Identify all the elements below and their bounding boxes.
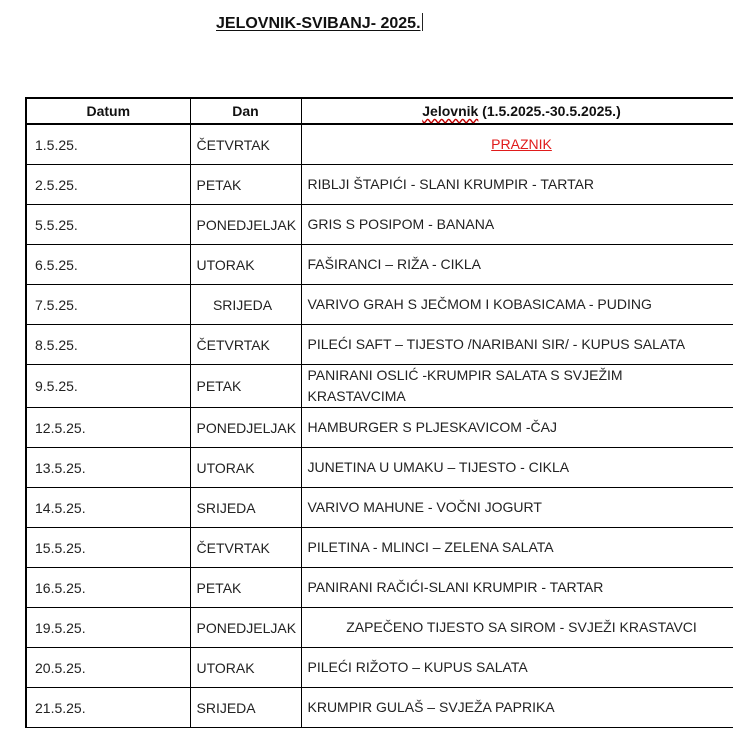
meal-cell: ZAPEČENO TIJESTO SA SIROM - SVJEŽI KRASTAVCI <box>301 608 733 648</box>
table-row <box>26 285 733 325</box>
header-day: Dan <box>190 98 301 124</box>
date-cell: 12.5.25. <box>26 408 190 448</box>
meal-cell: VARIVO GRAH S JEČMOM I KOBASICAMA - PUDING <box>301 285 733 325</box>
meal-cell: RIBLJI ŠTAPIĆI - SLANI KRUMPIR - TARTAR <box>301 165 733 205</box>
table-row <box>26 408 733 448</box>
table-row <box>26 165 733 205</box>
date-cell: 5.5.25. <box>26 205 190 245</box>
day-cell: PETAK <box>190 365 301 408</box>
meal-cell: PILEĆI SAFT – TIJESTO /NARIBANI SIR/ - KUPUS SALATA <box>301 325 733 365</box>
meal-cell: PILEĆI RIŽOTO – KUPUS SALATA <box>301 648 733 688</box>
date-cell: 19.5.25. <box>26 608 190 648</box>
day-cell: UTORAK <box>190 448 301 488</box>
table-row <box>26 245 733 285</box>
header-date: Datum <box>26 98 190 124</box>
day-cell: SRIJEDA <box>190 285 301 325</box>
table-row <box>26 648 733 688</box>
table-row <box>26 528 733 568</box>
day-cell: UTORAK <box>190 648 301 688</box>
day-cell: PONEDJELJAK <box>190 408 301 448</box>
table-row <box>26 568 733 608</box>
day-cell: UTORAK <box>190 245 301 285</box>
date-cell: 6.5.25. <box>26 245 190 285</box>
table-row <box>26 124 733 165</box>
text-cursor <box>422 13 423 31</box>
date-cell: 20.5.25. <box>26 648 190 688</box>
table-row <box>26 608 733 648</box>
day-cell: ČETVRTAK <box>190 325 301 365</box>
meal-cell: GRIS S POSIPOM - BANANA <box>301 205 733 245</box>
menu-table <box>25 97 733 728</box>
day-cell: PONEDJELJAK <box>190 205 301 245</box>
day-cell: SRIJEDA <box>190 688 301 728</box>
meal-cell: PANIRANI OSLIĆ -KRUMPIR SALATA S SVJEŽIM KRASTAVCIMA <box>301 365 733 408</box>
meal-cell: PILETINA - MLINCI – ZELENA SALATA <box>301 528 733 568</box>
meal-cell-holiday: PRAZNIK <box>301 124 733 165</box>
meal-cell: HAMBURGER S PLJESKAVICOM -ČAJ <box>301 408 733 448</box>
date-cell: 14.5.25. <box>26 488 190 528</box>
header-menu <box>301 98 733 124</box>
meal-cell: VARIVO MAHUNE - VOČNI JOGURT <box>301 488 733 528</box>
date-cell: 13.5.25. <box>26 448 190 488</box>
date-cell: 9.5.25. <box>26 365 190 408</box>
date-cell: 2.5.25. <box>26 165 190 205</box>
table-row <box>26 205 733 245</box>
day-cell: ČETVRTAK <box>190 528 301 568</box>
meal-cell: KRUMPIR GULAŠ – SVJEŽA PAPRIKA <box>301 688 733 728</box>
day-cell: PONEDJELJAK <box>190 608 301 648</box>
day-cell: PETAK <box>190 568 301 608</box>
day-cell: ČETVRTAK <box>190 124 301 165</box>
day-cell: SRIJEDA <box>190 488 301 528</box>
header-menu-word: Jelovnik <box>422 103 479 119</box>
date-cell: 1.5.25. <box>26 124 190 165</box>
day-cell: PETAK <box>190 165 301 205</box>
meal-cell: FAŠIRANCI – RIŽA - CIKLA <box>301 245 733 285</box>
table-row <box>26 325 733 365</box>
date-cell: 7.5.25. <box>26 285 190 325</box>
table-row <box>26 688 733 728</box>
table-row <box>26 488 733 528</box>
header-menu-range: (1.5.2025.-30.5.2025.) <box>478 103 621 119</box>
table-row <box>26 448 733 488</box>
meal-cell: PANIRANI RAČIĆI-SLANI KRUMPIR - TARTAR <box>301 568 733 608</box>
meal-cell: JUNETINA U UMAKU – TIJESTO - CIKLA <box>301 448 733 488</box>
date-cell: 16.5.25. <box>26 568 190 608</box>
date-cell: 15.5.25. <box>26 528 190 568</box>
table-row <box>26 365 733 408</box>
page-title: JELOVNIK-SVIBANJ- 2025. <box>216 15 421 32</box>
header-row <box>26 98 733 124</box>
date-cell: 21.5.25. <box>26 688 190 728</box>
date-cell: 8.5.25. <box>26 325 190 365</box>
